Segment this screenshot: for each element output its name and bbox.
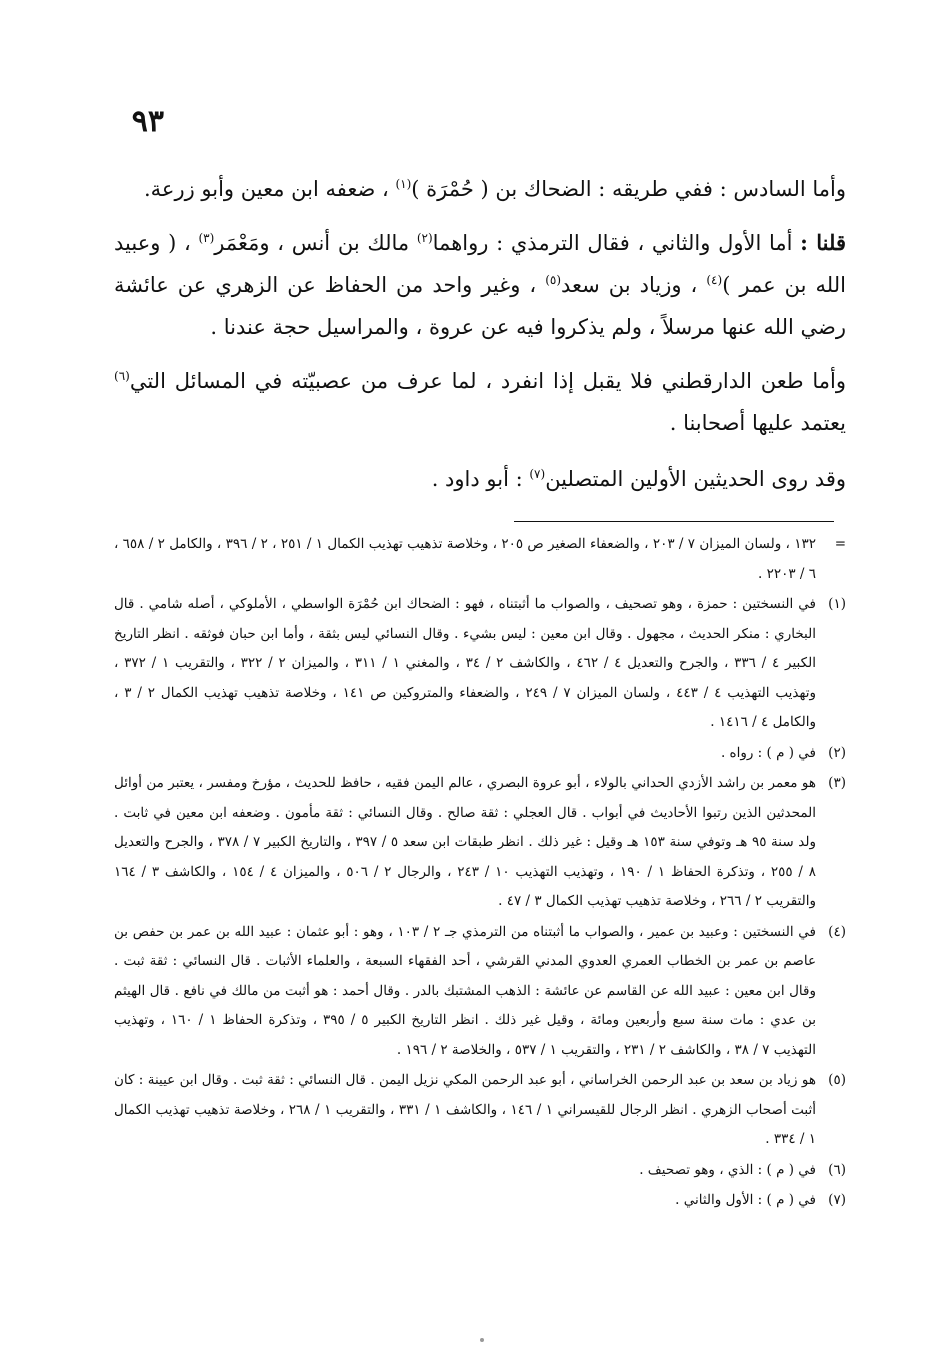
footnote-text: في النسختين : حمزة ، وهو تصحيف ، والصواب ما أثبتناه ، فهو : الضحاك ابن حُمْرَة الواسطي ، الأملوكي ، أصله شامي . قال البخاري : منكر الحديث ، مجهول . وقال ابن معين : ليس بشيء . وقال النسائي ليس بثقة ، وأما ابن حبان فوثقه . انظر التاريخ الكبير ٤ / ٣٣٦ ، والجرح والتعديل ٤ / ٤٦٢ ، والكاشف ٢ / ٣٤ ، والمغني ١ / ٣١١ ، والميزان ٢ / ٣٢٢ ، والتقريب ١ / ٣٧٢ ، وتهذيب التهذيب ٤ / ٤٤٣ ، ولسان الميزان ٧ / ٢٤٩ ، والضعفاء والمتروكين ص ١٤١ ، وخلاصة تذهيب تهذيب الكمال ٢ / ٣ ، والكامل ٤ / ١٤١٦ . [114, 596, 816, 730]
footnote-text: هو معمر بن راشد الأزدي الحداني بالولاء ، أبو عروة البصري ، عالم اليمن فقيه ، حافظ للحديث ، مؤرخ ومفسر ، يعتبر من أوائل المحدثين الذين رتبوا الأحاديث في أبواب . قال العجلي : ثقة صالح . وقال النسائي : ثقة مأمون . وضعفه ابن معين في ثابت . ولد سنة ٩٥ هـ وتوفي سنة ١٥٣ هـ وقيل : غير ذلك . انظر طبقات ابن سعد ٥ / ٣٩٧ ، والتاريخ الكبير ٧ / ٣٧٨ ، والجرح والتعديل ٨ / ٢٥٥ ، وتذكرة الحفاظ ١ / ١٩٠ ، وتهذيب التهذيب ١٠ / ٢٤٣ ، والرجال ٢ / ٥٠٦ ، والميزان ٤ / ١٥٤ ، والكاشف ٣ / ١٦٤ والتقريب ٢ / ٢٦٦ ، وخلاصة تذهيب تهذيب الكمال ٣ / ٤٧ . [114, 775, 816, 909]
paragraph-text: وقد روى الحديثين الأولين المتصلين [545, 467, 846, 491]
footnote-2 [114, 739, 846, 769]
paragraph-text: ، ضعفه ابن معين وأبو زرعة. [143, 177, 396, 201]
footnote-continued [114, 530, 846, 589]
paragraph-text: أما الأول والثاني ، فقال الترمذي : رواهما [432, 231, 801, 255]
footnote-text: هو زياد بن سعد بن عبد الرحمن الخراساني ، أبو عبد الرحمن المكي نزيل اليمن . قال النسائي : ثقة ثبت . وقال ابن عيينة : كان أثبت أصحاب الزهري . انظر الرجال للقيسراني ١ / ١٤٦ ، والكاشف ١ / ٣٣١ ، والتقريب ١ / ٢٦٨ ، وخلاصة تذهيب تهذيب الكمال ١ / ٣٣٤ . [114, 1072, 817, 1147]
footnote-text: ١٣٢ ، ولسان الميزان ٧ / ٢٠٣ ، والضعفاء الصغير ص ٢٠٥ ، وخلاصة تذهيب تهذيب الكمال ١ / ٢٥١ ، ٢ / ٣٩٦ ، والكامل ٢ / ٦٥٨ ، ٦ / ٢٢٠٣ . [114, 536, 816, 582]
footnote-text: في النسختين : وعبيد بن عمير ، والصواب ما أثبتناه من الترمذي جـ ٢ / ١٠٣ ، وهو : أبو عثمان : عبيد الله بن عمر بن حفص بن عاصم بن عمر بن الخطاب العمري العدوي المدني القرشي ، أحد الفقهاء السبعة ، والعلماء الأثبات . قال النسائي : ثقة ثبت . وقال ابن معين : عبيد الله عن القاسم عن عائشة : الذهب المشتبك بالدر . وقال أحمد : هو أثبت من مالك في نافع . قال الهيثم بن عدي : مات سنة سبع وأربعين ومائة ، وقيل غير ذلك . انظر التاريخ الكبير ٥ / ٣٩٥ ، وتذكرة الحفاظ ١ / ١٦٠ ، وتهذيب التهذيب ٧ / ٣٨ ، والكاشف ٢ / ٢٣١ ، والتقريب ١ / ٥٣٧ ، والخلاصة ٢ / ١٩٦ . [114, 923, 816, 1058]
paragraph-text: يعتمد عليها أصحابنا . [669, 411, 846, 435]
paragraph-text: : أبو داود . [431, 467, 530, 491]
footnote-ref: (٤) [706, 273, 723, 287]
footnote-marker: (٦) [828, 1161, 846, 1178]
footnote-marker: = [834, 536, 846, 552]
footnote-1 [114, 590, 846, 738]
main-text [114, 168, 846, 512]
paragraph-text: ، وزياد بن سعد [561, 273, 707, 297]
footnote-marker: (٤) [828, 923, 846, 940]
footnote-text: في ( م ) : رواه . [720, 744, 816, 761]
paragraph-text: وأما طعن الدارقطني فلا يقبل إذا انفرد ، لما عرف من عصبيّته في المسائل التي [129, 369, 846, 393]
footnote-7 [114, 1186, 846, 1216]
footnote-6 [114, 1156, 846, 1186]
paragraph-daraqutni [114, 360, 846, 444]
footnote-ref: (١) [395, 177, 412, 191]
footnote-marker: (٣) [828, 775, 846, 791]
footnote-4 [114, 918, 846, 1066]
footnote-5 [114, 1066, 846, 1155]
footnote-ref: (٣) [198, 231, 215, 245]
footnote-ref: (٦) [114, 369, 130, 383]
paragraph-sixth-narration [114, 168, 846, 210]
footnote-text: في ( م ) : الأول والثاني . [675, 1192, 816, 1208]
footnote-ref: (٢) [416, 231, 433, 245]
footnote-text: في ( م ) : الذي ، وهو تصحيف . [639, 1161, 816, 1178]
footnote-3 [114, 769, 846, 917]
footnote-marker: (٢) [828, 744, 846, 761]
paragraph-abu-dawud [114, 458, 846, 500]
footnote-marker: (٥) [828, 1072, 846, 1088]
paragraph-response [114, 222, 846, 348]
paragraph-text: ، وغير واحد من الحفاظ عن الزهري عن عائشة رضي الله عنها مرسلاً ، ولم يذكروا فيه عن عروة ، والمراسيل حجة عندنا . [114, 273, 846, 339]
paragraph-text: وأما السادس : ففي طريقه : الضحاك بن ( حُمْرَة ) [411, 177, 846, 201]
paragraph-text: مالك بن أنس ، ومَعْمَر [214, 231, 417, 255]
footnote-divider [514, 521, 834, 522]
footnotes [114, 530, 846, 1217]
paragraph-lead: قلنا : [800, 230, 846, 255]
footnote-marker: (١) [828, 596, 846, 612]
footnote-ref: (٧) [529, 467, 546, 481]
page-number: ٩٣ [131, 104, 164, 139]
paragraph-text: ، ( وعبيد الله بن عمر ) [114, 231, 846, 297]
scan-dot [480, 1338, 484, 1342]
footnote-marker: (٧) [828, 1192, 846, 1208]
footnote-ref: (٥) [545, 273, 562, 287]
